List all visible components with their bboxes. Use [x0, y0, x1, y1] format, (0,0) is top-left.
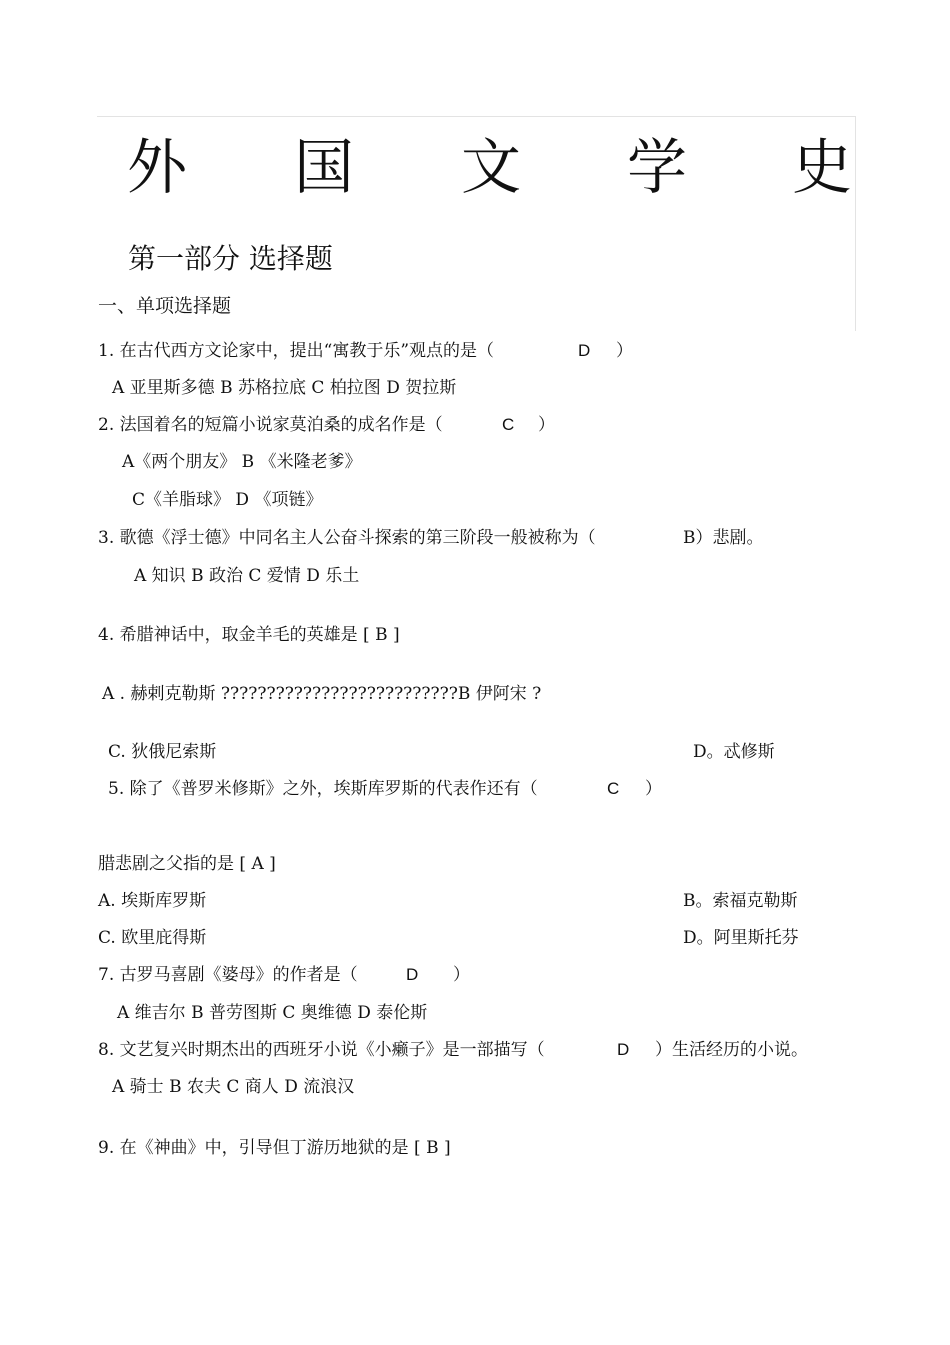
question-6-stem: 腊悲剧之父指的是 [ A ] — [98, 854, 276, 874]
title-char-1: 外 — [127, 133, 187, 203]
document-title — [0, 132, 950, 212]
question-8-stem: 8. 文艺复兴时期杰出的西班牙小说《小癞子》是一部描写（ — [98, 1040, 545, 1060]
question-6-option-a: A. 埃斯库罗斯 — [98, 891, 207, 911]
question-3-answer: B）悲剧。 — [683, 528, 764, 548]
question-6-option-b: B。索福克勒斯 — [683, 891, 798, 911]
question-4-option-c: C. 狄俄尼索斯 — [108, 742, 217, 762]
question-5-stem: 5. 除了《普罗米修斯》之外，埃斯库罗斯的代表作还有（ — [108, 779, 538, 799]
question-2-close: ） — [538, 415, 555, 435]
question-8-answer: D — [617, 1040, 630, 1059]
question-1-close: ） — [616, 341, 633, 361]
title-char-2: 国 — [294, 133, 354, 203]
question-7-answer: D — [406, 965, 419, 984]
page-frame-top — [97, 116, 855, 117]
question-5-close: ） — [645, 779, 662, 799]
question-2-options-line2: C《羊脂球》 D 《项链》 — [132, 490, 323, 510]
question-6-option-d: D。阿里斯托芬 — [683, 928, 799, 948]
question-2-answer: C — [502, 415, 515, 434]
title-char-4: 学 — [627, 133, 687, 203]
question-4-stem: 4. 希腊神话中，取金羊毛的英雄是 [ B ] — [98, 625, 400, 645]
question-9-stem: 9. 在《神曲》中，引导但丁游历地狱的是 [ B ] — [98, 1138, 451, 1158]
question-4-option-d: D。忒修斯 — [693, 742, 775, 762]
section-heading: 一、单项选择题 — [98, 295, 232, 317]
question-4-option-a: A . 赫剌克勒斯 ??????????????????????????B 伊阿宋 ? — [102, 684, 542, 704]
title-char-5: 史 — [792, 133, 852, 203]
question-8-close: ）生活经历的小说。 — [655, 1040, 808, 1060]
question-5-answer: C — [607, 779, 620, 798]
question-3-options: A 知识 B 政治 C 爱情 D 乐土 — [134, 566, 360, 586]
question-8-options: A 骑士 B 农夫 C 商人 D 流浪汉 — [112, 1077, 355, 1097]
question-3-stem: 3. 歌德《浮士德》中同名主人公奋斗探索的第三阶段一般被称为（ — [98, 528, 596, 548]
question-1-options: A 亚里斯多德 B 苏格拉底 C 柏拉图 D 贺拉斯 — [112, 378, 457, 398]
question-1-stem: 1. 在古代西方文论家中，提出“寓教于乐”观点的是（ — [98, 341, 495, 361]
question-7-options: A 维吉尔 B 普劳图斯 C 奥维德 D 泰伦斯 — [117, 1003, 428, 1023]
question-1-answer: D — [578, 341, 591, 360]
part-heading: 第一部分 选择题 — [128, 242, 333, 275]
question-2-options-line1: A《两个朋友》 B 《米隆老爹》 — [122, 452, 362, 472]
title-char-3: 文 — [461, 133, 521, 203]
question-2-stem: 2. 法国着名的短篇小说家莫泊桑的成名作是（ — [98, 415, 443, 435]
question-7-close: ） — [453, 965, 470, 985]
question-7-stem: 7. 古罗马喜剧《婆母》的作者是（ — [98, 965, 358, 985]
question-6-option-c: C. 欧里庇得斯 — [98, 928, 207, 948]
